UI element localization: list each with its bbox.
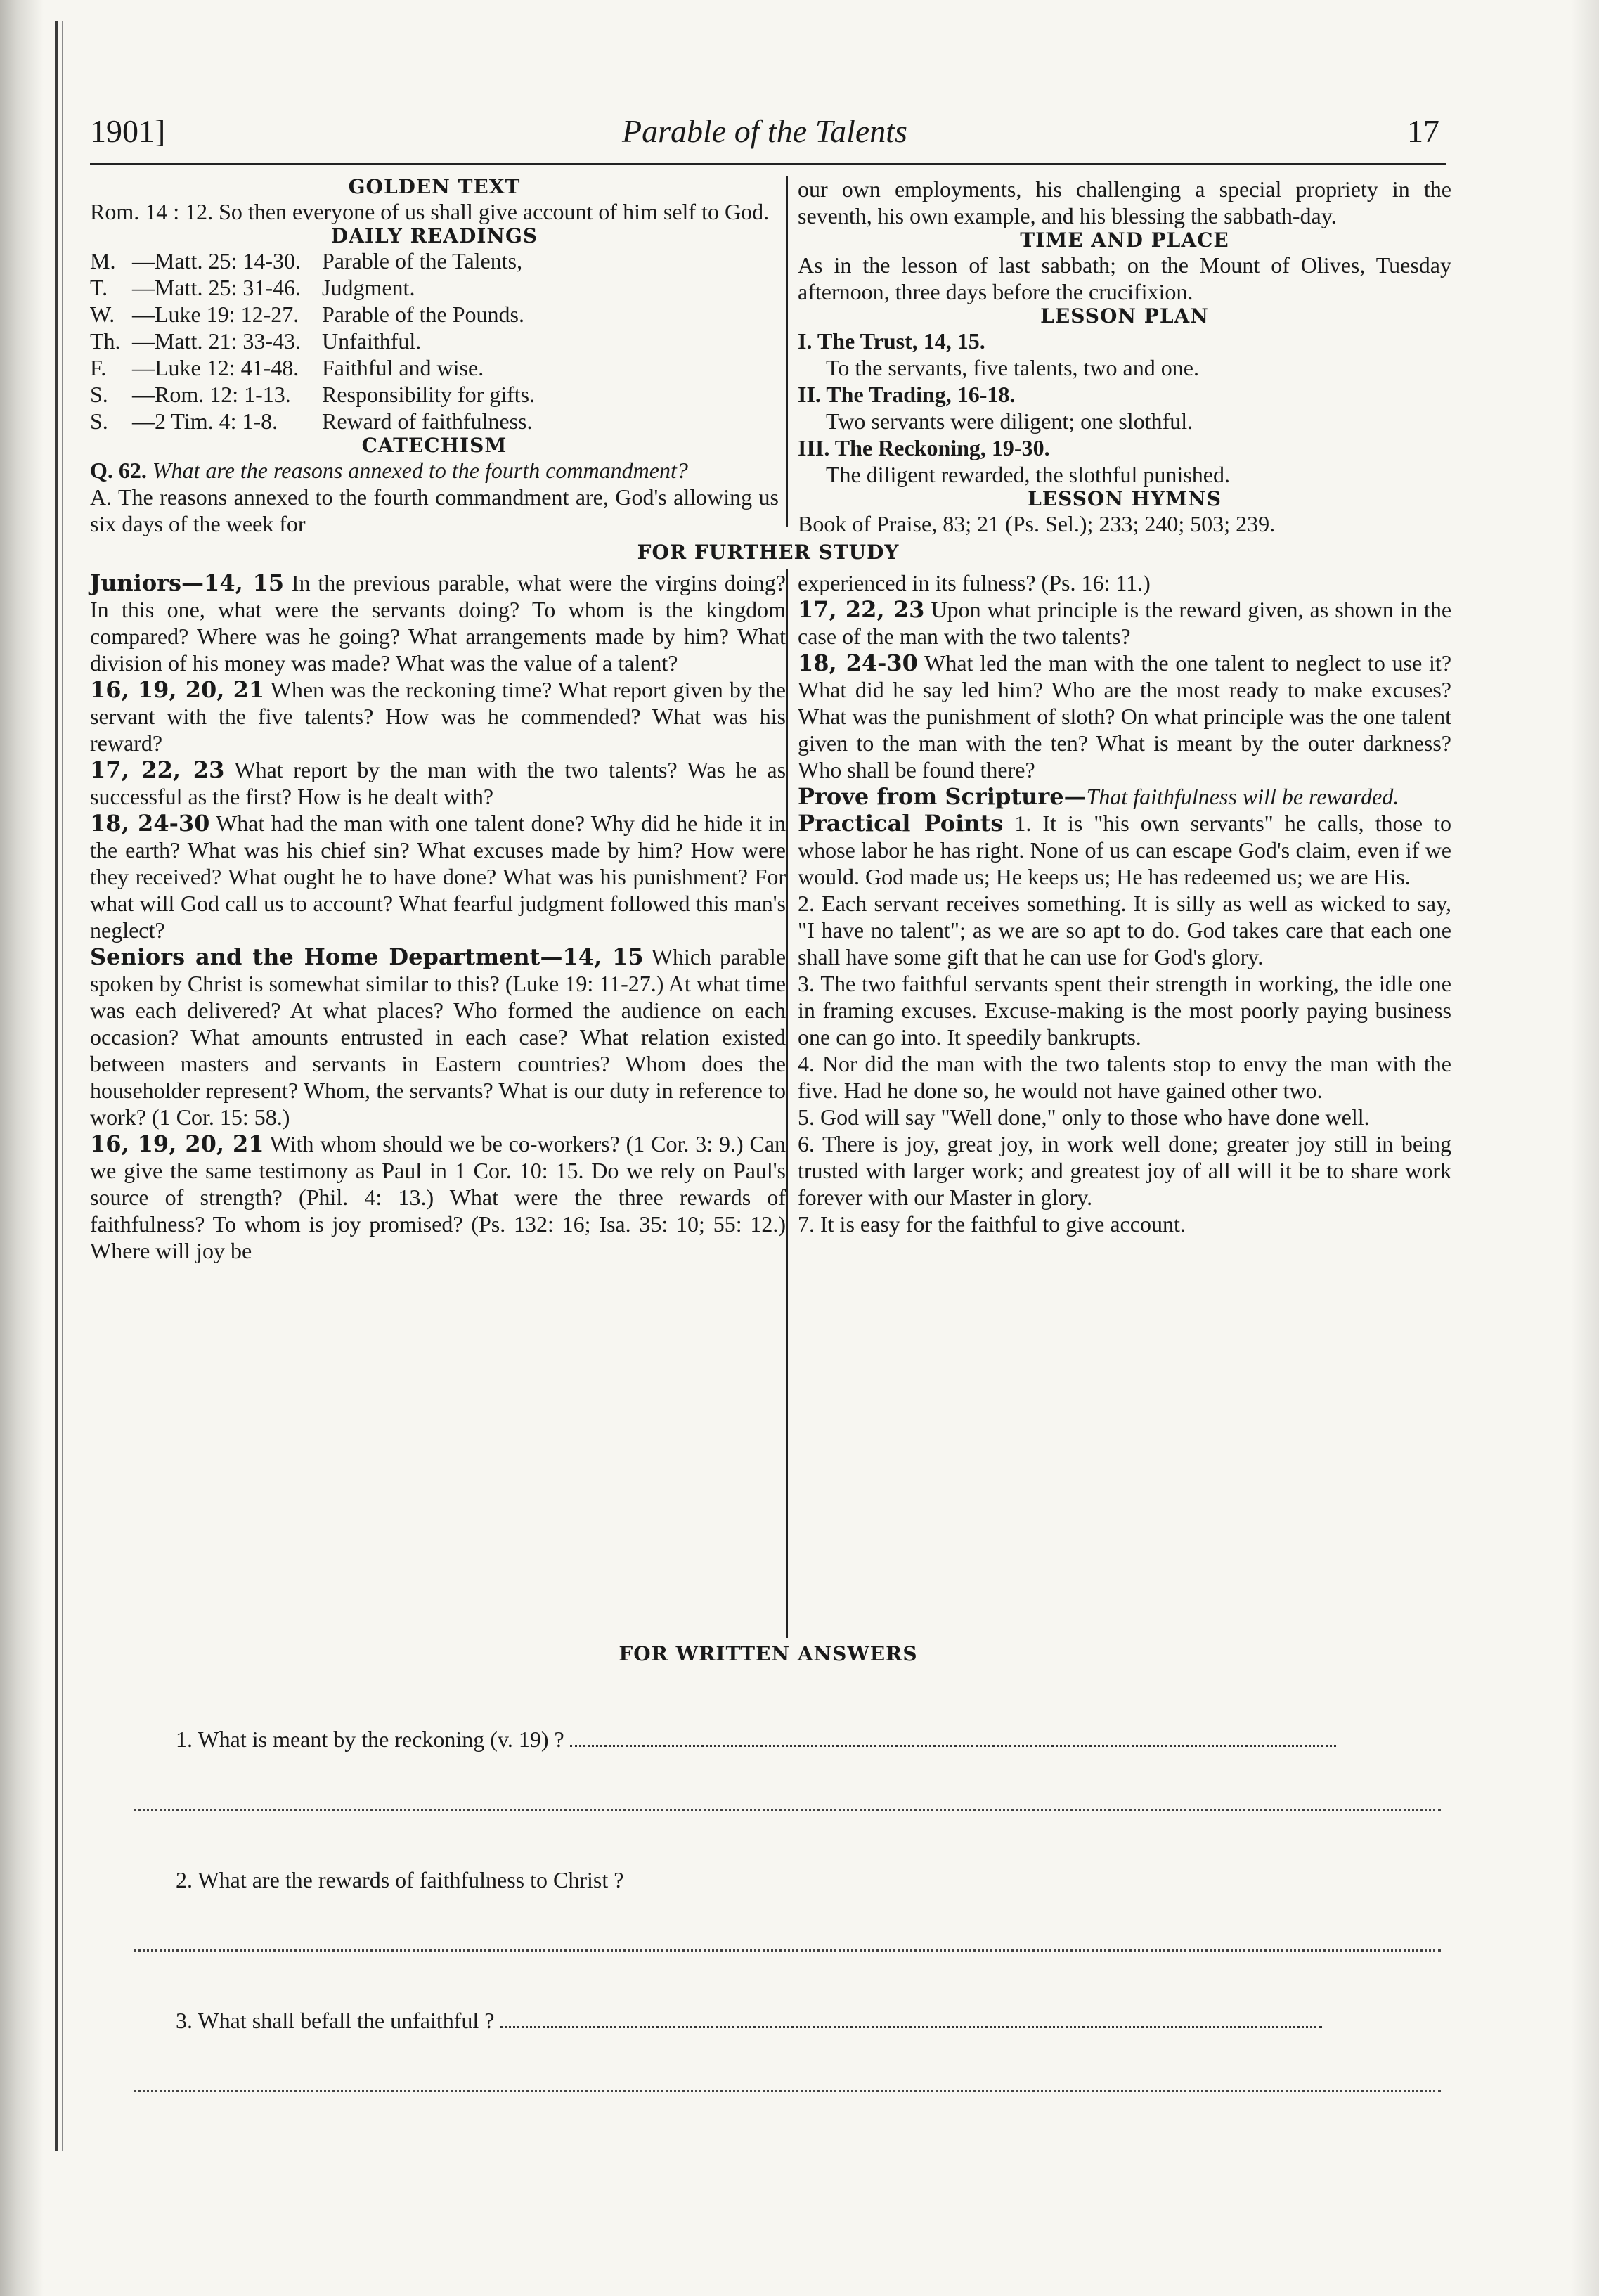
header-year: 1901] xyxy=(90,113,166,149)
header-title: Parable of the Talents xyxy=(622,113,907,149)
written-answers-heading: FOR WRITTEN ANSWERS xyxy=(619,1642,918,1665)
reading-row: S. —Rom. 12: 1-13. Responsibility for gifts. xyxy=(90,382,536,407)
practical-point: 3. The two faithful servants spent their strength in working, the idle one in framing excuses. Excuse-making is the most poorly paying business one can go into. It speedily bankrupts. xyxy=(798,971,1451,1050)
time-place-text: As in the lesson of last sabbath; on the Mount of Olives, Tuesday afternoon, three days before the crucifixion. xyxy=(798,252,1451,304)
binding-line xyxy=(55,21,58,2151)
reading-row: F. —Luke 12: 41-48. Faithful and wise. xyxy=(90,355,484,380)
written-question-2: 2. What are the rewards of faithfulness to Christ ? xyxy=(176,1867,624,1892)
header-rule xyxy=(90,163,1446,165)
right-main-column xyxy=(798,569,1451,1237)
answer-blank[interactable] xyxy=(500,2009,1322,2028)
answer-continuation: our own employments, his challenging a special propriety in the seventh, his own example, and his blessing the sabbath-day. xyxy=(798,176,1451,228)
plan-text: To the servants, five talents, two and one. xyxy=(826,355,1199,380)
seniors-q18: 18, 24-30 What led the man with the one talent to neglect to use it? What did he say led him? Who are the most ready to make excuses? What was the punishment of sloth? On what principle was the one talent given to the man with the ten? What is meant by the outer darkness? Who shall be found there? xyxy=(798,650,1452,782)
reading-row: M. —Matt. 25: 14-30. Parable of the Talents, xyxy=(90,248,523,273)
plan-head: I. The Trust, 14, 15. xyxy=(798,328,985,354)
juniors-q17: 17, 22, 23 What report by the man with the two talents? Was he as successful as the first? How is he dealt with? xyxy=(90,756,786,809)
left-main-column xyxy=(90,569,786,1264)
catechism-answer: A. The reasons annexed to the fourth commandment are, God's allowing us six days of the week for xyxy=(90,484,779,536)
golden-text: Rom. 14 : 12. So then everyone of us shall give account of him self to God. xyxy=(90,199,770,224)
column-rule-top xyxy=(786,176,788,527)
plan-head: II. The Trading, 16-18. xyxy=(798,382,1016,407)
binding-shadow xyxy=(0,0,44,2296)
page-edge-shadow xyxy=(1571,0,1599,2296)
practical-point: 6. There is joy, great joy, in work well done; greater joy still in being trusted with larger work; and greatest joy of all will it be to share work forever with our Master in glory. xyxy=(798,1131,1451,1210)
seniors-q16: 16, 19, 20, 21 With whom should we be co-workers? (1 Cor. 3: 9.) Can we give the same testimony as Paul in 1 Cor. 10: 15. Do we rely on Paul's source of strength? (Phil. 4: 13.) What were the three rewards of faithfulness? To whom is joy promised? (Ps. 132: 16; Isa. 35: 10; 55: 12.) Where will joy be xyxy=(90,1130,786,1263)
catechism-heading: CATECHISM xyxy=(361,434,507,457)
binding-line-inner xyxy=(62,21,63,2151)
catechism-question: Q. 62. What are the reasons annexed to the fourth commandment? xyxy=(90,458,688,483)
written-question-1: 1. What is meant by the reckoning (v. 19) ? xyxy=(176,1726,1336,1753)
reading-row: W. —Luke 19: 12-27. Parable of the Pounds. xyxy=(90,302,524,327)
continuation-text: experienced in its fulness? (Ps. 16: 11.) xyxy=(798,570,1151,595)
practical-point: Practical Points 1. It is "his own servants" he calls, those to whose labor he has right. None of us can escape God's claim, even if we would. God made us; He keeps us; He has redeemed us; we are His. xyxy=(798,810,1452,889)
written-question-3: 3. What shall befall the unfaithful ? xyxy=(176,2007,1322,2034)
plan-text: Two servants were diligent; one slothful. xyxy=(826,408,1193,434)
plan-text: The diligent rewarded, the slothful punished. xyxy=(826,462,1230,487)
answer-blank[interactable] xyxy=(570,1728,1336,1747)
practical-point: 2. Each servant receives something. It is silly as well as wicked to say, "I have no talent"; as we are so apt to do. God takes care that each one shall have some gift that he can use for God's glory. xyxy=(798,891,1451,969)
lesson-hymns-heading: LESSON HYMNS xyxy=(1028,487,1222,510)
seniors-q17: 17, 22, 23 Upon what principle is the reward given, as shown in the case of the man with the two talents? xyxy=(798,596,1452,649)
juniors-section: Juniors—14, 15 In the previous parable, what were the virgins doing? In this one, what were the servants doing? To whom is the kingdom compared? Where was he going? What arrangements made by him? What division of his money was made? What was the value of a talent? xyxy=(90,569,786,676)
further-study-heading: FOR FURTHER STUDY xyxy=(637,541,900,564)
running-header xyxy=(90,112,1439,162)
practical-point: 7. It is easy for the faithful to give account. xyxy=(798,1211,1186,1237)
lesson-plan-heading: LESSON PLAN xyxy=(1040,304,1209,328)
reading-row: S. —2 Tim. 4: 1-8. Reward of faithfulness. xyxy=(90,408,533,434)
juniors-q18: 18, 24-30 What had the man with one talent done? Why did he hide it in the earth? What was his chief sin? What excuses made by him? How were they received? What ought he to have done? What was his punishment? For what will God call us to account? What fearful judgment followed this man's neglect? xyxy=(90,810,786,943)
answer-line[interactable] xyxy=(134,1947,1441,1952)
readings-list xyxy=(90,247,779,434)
column-rule-main xyxy=(786,569,788,1638)
page-number: 17 xyxy=(1407,113,1439,149)
juniors-q16: 16, 19, 20, 21 When was the reckoning time? What report given by the servant with the five talents? How was he commended? What was his reward? xyxy=(90,676,786,756)
prove-from-scripture: Prove from Scripture—That faithfulness will be rewarded. xyxy=(798,783,1399,810)
right-top-column xyxy=(798,176,1451,537)
plan-head: III. The Reckoning, 19-30. xyxy=(798,435,1050,460)
answer-line[interactable] xyxy=(134,2088,1441,2092)
reading-row: Th. —Matt. 21: 33-43. Unfaithful. xyxy=(90,328,422,354)
seniors-section: Seniors and the Home Department—14, 15 Which parable spoken by Christ is somewhat similar to this? (Luke 19: 11-27.) At what time was each delivered? At what places? Who formed the audience on each occasion? What amounts entrusted in each case? What relation existed between masters and servants in Eastern countries? Whom does the householder represent? Whom, the servants? What is our duty in reference to work? (1 Cor. 15: 58.) xyxy=(90,943,786,1130)
answer-line[interactable] xyxy=(134,1807,1441,1811)
daily-readings-heading: DAILY READINGS xyxy=(330,224,538,247)
golden-text-heading: GOLDEN TEXT xyxy=(348,175,521,198)
reading-row: T. —Matt. 25: 31-46. Judgment. xyxy=(90,275,415,300)
left-top-column xyxy=(90,176,779,537)
lesson-hymns: Book of Praise, 83; 21 (Ps. Sel.); 233; 240; 503; 239. xyxy=(798,511,1276,536)
time-place-heading: TIME AND PLACE xyxy=(1020,228,1229,252)
practical-point: 5. God will say "Well done," only to those who have done well. xyxy=(798,1104,1370,1130)
practical-point: 4. Nor did the man with the two talents stop to envy the man with the five. Had he done so, he would not have gained other two. xyxy=(798,1051,1451,1103)
